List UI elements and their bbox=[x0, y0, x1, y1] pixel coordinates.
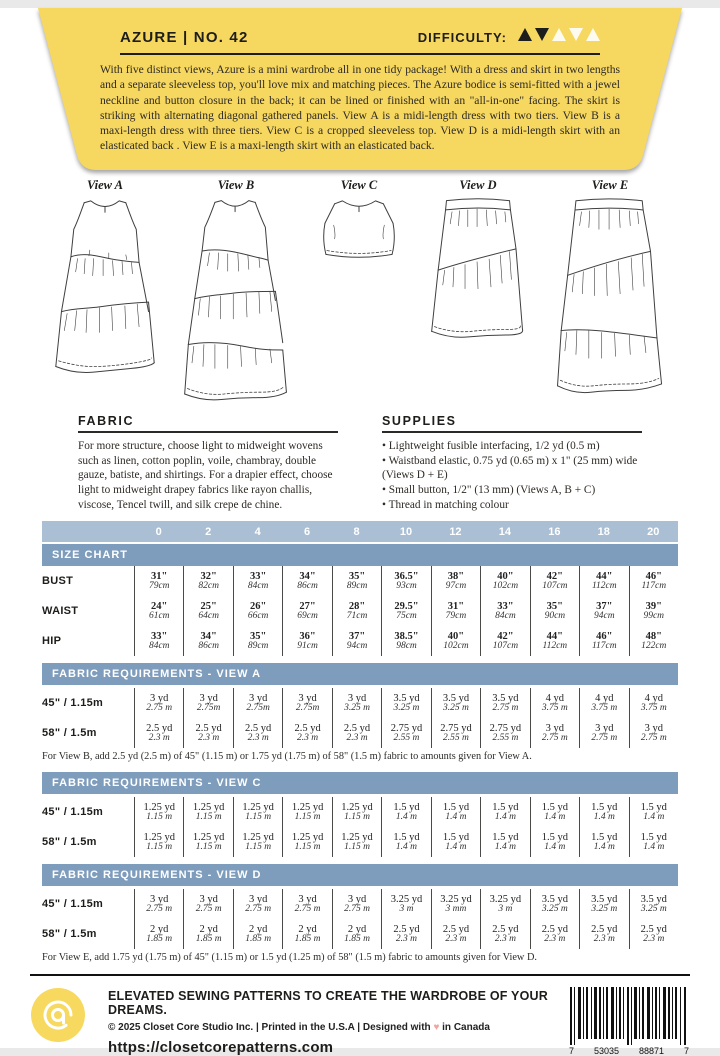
website-url: https://closetcorepatterns.com bbox=[108, 1039, 334, 1056]
supplies-item: • Lightweight fusible interfacing, 1/2 yd (0.5 m) bbox=[382, 439, 642, 454]
yardage-cell: 1.25 yd 1.15 m bbox=[183, 827, 232, 857]
view-d-requirements-bar: FABRIC REQUIREMENTS - VIEW D bbox=[42, 864, 678, 886]
yardage-cell: 3 yd 2.75 m bbox=[579, 718, 628, 748]
waist-cell: 39" 99cm bbox=[629, 596, 678, 626]
hip-cell: 46" 117cm bbox=[579, 626, 628, 656]
barcode-digit: 53035 bbox=[593, 1046, 620, 1056]
yardage-cell: 2.5 yd 2.3 m bbox=[480, 919, 529, 949]
footer-copyright bbox=[108, 1022, 568, 1033]
footer bbox=[30, 974, 690, 1056]
pattern-title: AZURE | NO. 42 bbox=[120, 28, 249, 46]
size-column-header: 14 bbox=[498, 525, 512, 538]
yardage-cell: 2.5 yd 2.3 m bbox=[183, 718, 232, 748]
yardage-cell: 3.5 yd 3.25 m bbox=[629, 889, 678, 919]
size-column-header: 18 bbox=[597, 525, 610, 538]
tables-section bbox=[42, 521, 678, 966]
size-chart-bar: SIZE CHART bbox=[42, 544, 678, 566]
hip-cell: 40" 102cm bbox=[431, 626, 480, 656]
waist-cell: 37" 94cm bbox=[579, 596, 628, 626]
yardage-cell: 3 yd 3.25 m bbox=[332, 688, 381, 718]
hip-cell: 36" 91cm bbox=[282, 626, 331, 656]
difficulty-triangle-icons bbox=[515, 28, 600, 46]
yardage-cell: 2.5 yd 2.3 m bbox=[579, 919, 628, 949]
waist-cell: 27" 69cm bbox=[282, 596, 331, 626]
yardage-cell: 2.5 yd 2.3 m bbox=[530, 919, 579, 949]
yardage-cell: 2.5 yd 2.3 m bbox=[629, 919, 678, 949]
yardage-cell: 3 yd 2.75 m bbox=[134, 688, 183, 718]
waist-cell: 33" 84cm bbox=[480, 596, 529, 626]
view-a-dress-drawing bbox=[52, 196, 158, 378]
yardage-cell: 2.5 yd 2.3 m bbox=[381, 919, 430, 949]
yardage-cell: 1.5 yd 1.4 m bbox=[381, 797, 430, 827]
difficulty-rating bbox=[418, 28, 600, 46]
view-d-45-row bbox=[42, 889, 678, 919]
yardage-cell: 4 yd 3.75 m bbox=[530, 688, 579, 718]
hip-cell: 38.5" 98cm bbox=[381, 626, 430, 656]
view-c-label: View C bbox=[340, 178, 378, 192]
yardage-cell: 3.5 yd 3.25 m bbox=[381, 688, 430, 718]
yardage-cell: 2.5 yd 2.3 m bbox=[431, 919, 480, 949]
difficulty-triangle-icon bbox=[569, 28, 583, 41]
yardage-cell: 3 yd 2.75 m bbox=[233, 889, 282, 919]
yardage-cell: 1.25 yd 1.15 m bbox=[332, 827, 381, 857]
yardage-cell: 2 yd 1.85 m bbox=[134, 919, 183, 949]
garment-views bbox=[52, 178, 668, 406]
supplies-list bbox=[382, 439, 642, 512]
view-e-note: For View E, add 1.75 yd (1.75 m) of 45" (1.15 m) or 1.5 yd (1.25 m) of 58" (1.5 m) fabric to amounts given for View D. bbox=[42, 952, 537, 964]
supplies-item: • Thread in matching colour bbox=[382, 498, 642, 513]
waist-cell: 35" 90cm bbox=[530, 596, 579, 626]
yardage-cell: 3.5 yd 3.25 m bbox=[431, 688, 480, 718]
supplies-column bbox=[382, 414, 642, 512]
size-column-header: 16 bbox=[548, 525, 561, 538]
view-e bbox=[552, 178, 668, 397]
view-d bbox=[426, 178, 530, 348]
yardage-cell: 1.5 yd 1.4 m bbox=[530, 797, 579, 827]
size-column-header: 4 bbox=[254, 525, 261, 538]
yardage-cell: 3.25 yd 3 m bbox=[381, 889, 430, 919]
waist-cell: 28" 71cm bbox=[332, 596, 381, 626]
yardage-cell: 1.5 yd 1.4 m bbox=[579, 827, 628, 857]
yardage-cell: 3 yd 2.75m bbox=[282, 688, 331, 718]
yardage-cell: 1.5 yd 1.4 m bbox=[381, 827, 430, 857]
fabric-requirements-view-a bbox=[42, 663, 678, 765]
fabric-supplies-section bbox=[78, 414, 642, 512]
yardage-cell: 1.25 yd 1.15 m bbox=[134, 797, 183, 827]
bust-row bbox=[42, 566, 678, 596]
yardage-cell: 3 yd 2.75m bbox=[183, 688, 232, 718]
yardage-cell: 1.25 yd 1.15 m bbox=[332, 797, 381, 827]
size-column-header: 12 bbox=[449, 525, 462, 538]
yardage-cell: 3.5 yd 2.75 m bbox=[480, 688, 529, 718]
yardage-cell: 2 yd 1.85 m bbox=[332, 919, 381, 949]
view-c-top-drawing bbox=[314, 196, 404, 268]
yardage-cell: 1.5 yd 1.4 m bbox=[480, 797, 529, 827]
hip-cell: 33" 84cm bbox=[134, 626, 183, 656]
difficulty-triangle-icon bbox=[586, 28, 600, 41]
view-a bbox=[52, 178, 158, 378]
hip-cell: 44" 112cm bbox=[530, 626, 579, 656]
yardage-cell: 2 yd 1.85 m bbox=[183, 919, 232, 949]
difficulty-triangle-icon bbox=[518, 28, 532, 41]
barcode-digit: 88871 bbox=[638, 1046, 665, 1056]
view-c-45-row bbox=[42, 797, 678, 827]
yardage-cell: 1.5 yd 1.4 m bbox=[431, 797, 480, 827]
view-c-58-row bbox=[42, 827, 678, 857]
yardage-cell: 3 yd 2.75m bbox=[233, 688, 282, 718]
hip-cell: 48" 122cm bbox=[629, 626, 678, 656]
title-rule bbox=[120, 53, 600, 55]
heart-icon: ♥ bbox=[433, 1022, 440, 1034]
bust-cell: 35" 89cm bbox=[332, 566, 381, 596]
bust-cell: 42" 107cm bbox=[530, 566, 579, 596]
fabric-heading: FABRIC bbox=[78, 414, 338, 433]
fabric-text: For more structure, choose light to midweight wovens such as linen, cotton poplin, voile, chambray, double gauze, batiste, and shirtings. For a drapier effect, choose light to midweight drapey fabrics like rayon challis, viscose, Tencel twill, and silk crepe de chine. bbox=[78, 440, 333, 511]
yardage-cell: 1.25 yd 1.15 m bbox=[134, 827, 183, 857]
yardage-cell: 2 yd 1.85 m bbox=[233, 919, 282, 949]
copyright-text-end: in Canada bbox=[442, 1022, 490, 1034]
bust-cell: 32" 82cm bbox=[183, 566, 232, 596]
footer-text bbox=[108, 987, 568, 1056]
width-45-label: 45" / 1.15m bbox=[42, 898, 104, 911]
waist-cell: 29.5" 75cm bbox=[381, 596, 430, 626]
width-45-label: 45" / 1.15m bbox=[42, 806, 104, 819]
size-column-header: 10 bbox=[399, 525, 413, 538]
width-45-label: 45" / 1.15m bbox=[42, 697, 104, 710]
barcode bbox=[568, 987, 690, 1056]
header-banner bbox=[30, 8, 690, 170]
width-58-label: 58" / 1.5m bbox=[42, 928, 97, 941]
barcode-bars bbox=[568, 987, 690, 1045]
yardage-cell: 4 yd 3.75 m bbox=[629, 688, 678, 718]
yardage-cell: 1.5 yd 1.4 m bbox=[431, 827, 480, 857]
bust-cell: 46" 117cm bbox=[629, 566, 678, 596]
bust-label: BUST bbox=[42, 575, 74, 588]
yardage-cell: 2.5 yd 2.3 m bbox=[332, 718, 381, 748]
yardage-cell: 1.25 yd 1.15 m bbox=[282, 797, 331, 827]
barcode-digits bbox=[568, 1046, 690, 1056]
fabric-column bbox=[78, 414, 338, 512]
bust-cell: 38" 97cm bbox=[431, 566, 480, 596]
yardage-cell: 2.5 yd 2.3 m bbox=[233, 718, 282, 748]
pattern-description: With five distinct views, Azure is a mini wardrobe all in one tidy package! With a dress and skirt in two lengths and a separate sleeveless top, you'll love mix and matching pieces. The Azure bodice is semi-fitted with a jewel neckline and button closure in the back; it can be lined or finished with an "all-in-one" facing. The skirt is striking with alternating diagonal gathered panels. View A is a midi-length dress with two tiers. View B is a maxi-length dress with three tiers. View C is a cropped sleeveless top. View D is a midi-length skirt with an elasticated back . View E is a maxi-length skirt with an elasticated back. bbox=[100, 63, 620, 153]
view-b bbox=[180, 178, 292, 405]
view-a-58-row bbox=[42, 718, 678, 748]
copyright-text: © 2025 Closet Core Studio Inc. | Printed in the U.S.A | Designed with bbox=[108, 1022, 431, 1034]
hip-label: HIP bbox=[42, 635, 62, 648]
yardage-cell: 1.5 yd 1.4 m bbox=[629, 797, 678, 827]
width-58-label: 58" / 1.5m bbox=[42, 727, 97, 740]
waist-label: WAIST bbox=[42, 605, 79, 618]
yardage-cell: 3.5 yd 3.25 m bbox=[579, 889, 628, 919]
view-a-45-row bbox=[42, 688, 678, 718]
yardage-cell: 1.25 yd 1.15 m bbox=[233, 827, 282, 857]
difficulty-label: DIFFICULTY: bbox=[417, 29, 507, 45]
width-58-label: 58" / 1.5m bbox=[42, 836, 97, 849]
view-b-dress-drawing bbox=[180, 196, 292, 405]
yardage-cell: 3 yd 2.75 m bbox=[332, 889, 381, 919]
yardage-cell: 3 yd 2.75 m bbox=[530, 718, 579, 748]
hip-cell: 42" 107cm bbox=[480, 626, 529, 656]
view-b-note: For View B, add 2.5 yd (2.5 m) of 45" (1.15 m) or 1.75 yd (1.75 m) of 58" (1.5 m) fabric to amounts given for View A. bbox=[42, 751, 532, 763]
waist-cell: 24" 61cm bbox=[134, 596, 183, 626]
size-column-header: 0 bbox=[155, 525, 162, 538]
hip-cell: 35" 89cm bbox=[233, 626, 282, 656]
size-header-row bbox=[42, 521, 678, 542]
yardage-cell: 1.25 yd 1.15 m bbox=[282, 827, 331, 857]
view-e-label: View E bbox=[591, 178, 629, 192]
view-c bbox=[314, 178, 404, 268]
yardage-cell: 1.5 yd 1.4 m bbox=[629, 827, 678, 857]
yardage-cell: 1.5 yd 1.4 m bbox=[480, 827, 529, 857]
bust-cell: 44" 112cm bbox=[579, 566, 628, 596]
waist-cell: 25" 64cm bbox=[183, 596, 232, 626]
fabric-requirements-view-c bbox=[42, 772, 678, 857]
waist-cell: 26" 66cm bbox=[233, 596, 282, 626]
view-e-skirt-drawing bbox=[552, 196, 668, 397]
supplies-item: • Small button, 1/2" (13 mm) (Views A, B + C) bbox=[382, 483, 642, 498]
size-chart bbox=[42, 521, 678, 656]
yardage-cell: 3 yd 2.75 m bbox=[134, 889, 183, 919]
yardage-cell: 3.5 yd 3.25 m bbox=[530, 889, 579, 919]
bust-cell: 31" 79cm bbox=[134, 566, 183, 596]
yardage-cell: 3 yd 2.75 m bbox=[282, 889, 331, 919]
yardage-cell: 3 yd 2.75 m bbox=[629, 718, 678, 748]
size-column-header: 6 bbox=[304, 525, 311, 538]
size-header-spacer bbox=[42, 521, 134, 542]
difficulty-triangle-icon bbox=[552, 28, 566, 41]
yardage-cell: 1.5 yd 1.4 m bbox=[530, 827, 579, 857]
yardage-cell: 1.25 yd 1.15 m bbox=[233, 797, 282, 827]
difficulty-triangle-icon bbox=[535, 28, 549, 41]
view-a-label: View A bbox=[86, 178, 123, 192]
waist-row bbox=[42, 596, 678, 626]
hip-cell: 37" 94cm bbox=[332, 626, 381, 656]
yardage-cell: 2.75 yd 2.55 m bbox=[381, 718, 430, 748]
view-d-skirt-drawing bbox=[426, 196, 530, 348]
hip-row bbox=[42, 626, 678, 656]
fabric-requirements-view-d bbox=[42, 864, 678, 966]
yardage-cell: 2 yd 1.85 m bbox=[282, 919, 331, 949]
footer-tagline: ELEVATED SEWING PATTERNS TO CREATE THE WARDROBE OF YOUR DREAMS. bbox=[108, 989, 548, 1018]
view-c-requirements-bar: FABRIC REQUIREMENTS - VIEW C bbox=[42, 772, 678, 794]
barcode-digit: 7 bbox=[569, 1046, 575, 1056]
hip-cell: 34" 86cm bbox=[183, 626, 232, 656]
bust-cell: 33" 84cm bbox=[233, 566, 282, 596]
pattern-envelope-back bbox=[0, 8, 720, 1056]
yardage-cell: 3.25 yd 3 m bbox=[480, 889, 529, 919]
yardage-cell: 4 yd 3.75 m bbox=[579, 688, 628, 718]
barcode-digit: 7 bbox=[683, 1046, 689, 1056]
yardage-cell: 2.5 yd 2.3 m bbox=[134, 718, 183, 748]
size-column-header: 2 bbox=[205, 525, 212, 538]
yardage-cell: 1.25 yd 1.15 m bbox=[183, 797, 232, 827]
yardage-cell: 3.25 yd 3 mm bbox=[431, 889, 480, 919]
supplies-heading: SUPPLIES bbox=[382, 414, 642, 433]
waist-cell: 31" 79cm bbox=[431, 596, 480, 626]
view-d-label: View D bbox=[459, 178, 497, 192]
closet-core-logo bbox=[30, 987, 86, 1043]
size-column-header: 8 bbox=[353, 525, 360, 538]
view-a-requirements-bar: FABRIC REQUIREMENTS - VIEW A bbox=[42, 663, 678, 685]
bust-cell: 34" 86cm bbox=[282, 566, 331, 596]
view-d-58-row bbox=[42, 919, 678, 949]
yardage-cell: 1.5 yd 1.4 m bbox=[579, 797, 628, 827]
size-column-header: 20 bbox=[647, 525, 660, 538]
yardage-cell: 2.5 yd 2.3 m bbox=[282, 718, 331, 748]
yardage-cell: 2.75 yd 2.55 m bbox=[480, 718, 529, 748]
bust-cell: 40" 102cm bbox=[480, 566, 529, 596]
yardage-cell: 3 yd 2.75 m bbox=[183, 889, 232, 919]
view-b-label: View B bbox=[217, 178, 255, 192]
bust-cell: 36.5" 93cm bbox=[381, 566, 430, 596]
yardage-cell: 2.75 yd 2.55 m bbox=[431, 718, 480, 748]
supplies-item: • Waistband elastic, 0.75 yd (0.65 m) x 1" (25 mm) wide (Views D + E) bbox=[382, 454, 642, 483]
